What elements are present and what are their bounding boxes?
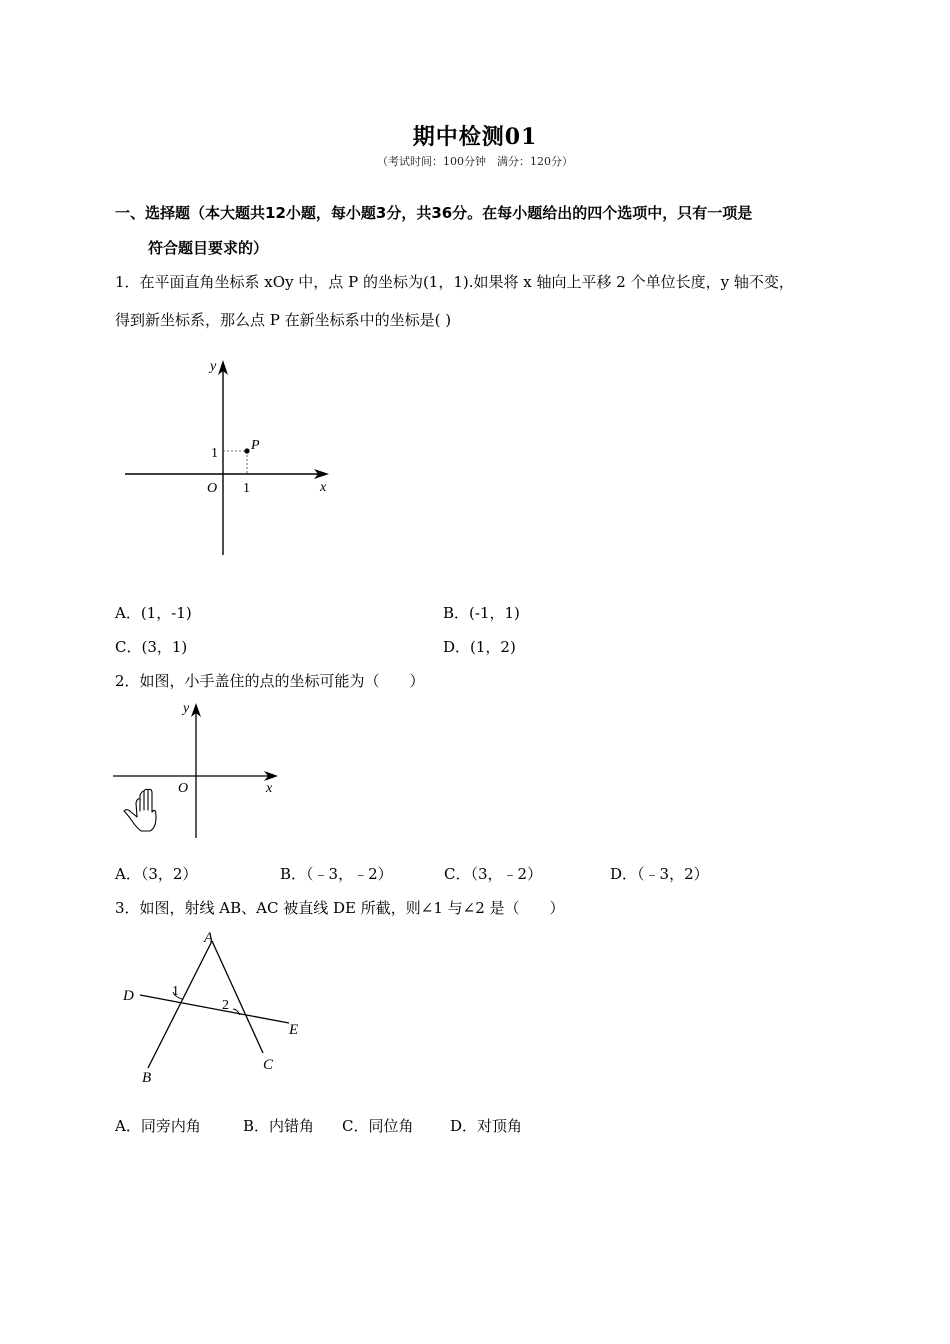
q3-option-a[interactable]: A．同旁内角 [115,1117,201,1135]
q3-angle-2-label: 2 [222,998,229,1013]
q3-option-b[interactable]: B．内错角 [243,1117,315,1135]
q1-coordinate-figure [115,350,345,565]
q1-option-d[interactable]: D．(1，2) [443,638,516,656]
q3-label-d: D [123,988,134,1004]
q1-origin-label: O [207,481,218,496]
q1-y-label: y [210,359,217,374]
q3-text: 3．如图，射线 AB、AC 被直线 DE 所截，则∠1 与∠2 是（ ） [115,899,565,917]
q1-option-c[interactable]: C．(3，1) [115,638,188,656]
q3-label-b: B [142,1070,152,1086]
q3-geometry-figure [115,925,325,1090]
q2-x-label: x [266,781,273,796]
q3-label-c: C [263,1057,274,1073]
q3-label-a: A [204,930,214,946]
exam-info: （考试时间：100分钟 满分：120分） [377,155,573,168]
q1-tick-y-label: 1 [211,446,218,461]
q1-text-line1: 1．在平面直角坐标系 xOy 中，点 P 的坐标为(1，1).如果将 x 轴向上平移 2 个单位长度，y 轴不变， [115,273,794,291]
section-heading: 一、选择题（本大题共12小题，每小题3分，共36分。在每小题给出的四个选项中，只有一项是 [115,204,753,222]
q2-coordinate-figure [110,695,290,843]
ray-ab [148,941,212,1068]
page-title: 期中检测01 [412,124,538,150]
q2-text: 2．如图，小手盖住的点的坐标可能为（ ） [115,672,425,690]
hand-icon [124,789,156,831]
q2-y-label: y [183,701,190,716]
q3-label-e: E [289,1022,299,1038]
q3-option-d[interactable]: D．对顶角 [450,1117,523,1135]
q1-option-b[interactable]: B．(-1，1) [443,604,520,622]
q1-option-a[interactable]: A．(1，-1) [115,604,192,622]
q2-origin-label: O [178,781,189,796]
q3-option-c[interactable]: C．同位角 [342,1117,414,1135]
q1-point-label: P [251,438,260,453]
q1-point-p [244,448,249,453]
q1-text-line2: 得到新坐标系，那么点 P 在新坐标系中的坐标是( ) [115,311,452,329]
q2-option-a[interactable]: A．（3，2） [115,865,198,883]
line-de [140,995,289,1023]
q2-option-b[interactable]: B．（﹣3，﹣2） [280,865,393,883]
q2-option-c[interactable]: C．（3，﹣2） [444,865,543,883]
ray-ac [212,941,263,1053]
q3-angle-1-label: 1 [172,984,179,999]
q2-option-d[interactable]: D．（﹣3，2） [610,865,709,883]
q1-x-label: x [320,480,327,495]
q1-tick-x-label: 1 [243,481,250,496]
section-heading-cont: 符合题目要求的） [148,239,269,257]
